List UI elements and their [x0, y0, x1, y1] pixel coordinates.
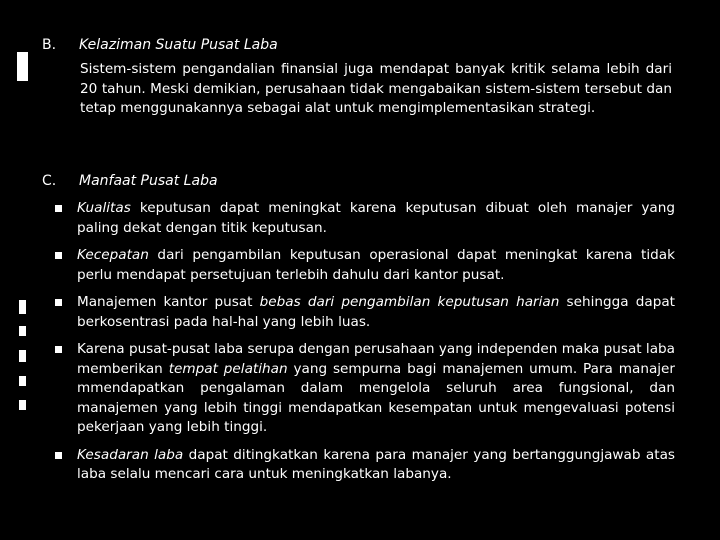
list-item	[55, 246, 675, 285]
decorative-bar-large	[17, 52, 28, 81]
decorative-bar-small	[19, 300, 26, 314]
section-b-title: Kelaziman Suatu Pusat Laba	[79, 37, 278, 53]
bullet-square-icon	[55, 452, 62, 459]
section-b-paragraph: Sistem-sistem pengandalian finansial juga mendapat banyak kritik selama lebih dari 20 tahun. Meski demikian, perusahaan tidak mengabaikan sistem-sistem tersebut dan tetap menggunakannya sebagai alat untuk mengimplementasikan strategi.	[80, 61, 672, 116]
list-item	[55, 199, 675, 238]
list-item	[55, 340, 675, 438]
bullet-text: Manajemen kantor pusat	[77, 294, 260, 310]
bullet-text: dari pengambilan keputusan operasional dapat meningkat karena tidak perlu mendapat persetujuan terlebih dahulu dari kantor pusat.	[77, 247, 675, 283]
bullet-square-icon	[55, 346, 62, 353]
bullet-emphasis: Kesadaran laba	[77, 446, 184, 463]
bullet-text: keputusan dapat meningkat karena keputusan dibuat oleh manajer yang paling dekat dengan titik keputusan.	[77, 200, 675, 236]
section-c-letter: C.	[42, 173, 57, 189]
bullet-emphasis: tempat pelatihan	[168, 360, 288, 377]
bullet-text: Karena pusat-pusat laba serupa dengan perusahaan yang independen maka pusat laba memberikan	[77, 341, 675, 377]
bullet-text: sehingga dapat berkosentrasi pada hal-hal yang lebih luas.	[77, 294, 675, 330]
decorative-bar-small	[19, 376, 26, 386]
benefits-list	[55, 199, 675, 493]
bullet-emphasis: Kecepatan	[77, 247, 149, 263]
list-item	[55, 293, 675, 332]
section-b-letter: B.	[42, 37, 57, 53]
list-item	[55, 446, 675, 485]
bullet-emphasis: Kualitas	[77, 200, 131, 216]
section-c-title: Manfaat Pusat Laba	[79, 173, 218, 189]
bullet-emphasis: bebas dari pengambilan keputusan harian	[259, 294, 560, 310]
bullet-text: dapat ditingkatkan karena para manajer yang bertanggungjawab atas laba selalu mencari cara untuk meningkatkan labanya.	[77, 446, 676, 482]
decorative-bar-small	[19, 350, 26, 362]
bullet-text: yang sempurna bagi manajemen umum. Para manajer mmendapatkan pengalaman dalam mengelola seluruh area fungsional, dan manajemen yang lebih tinggi mendapatkan kesempatan untuk mengevaluasi potensi pekerjaan yang lebih tinggi.	[77, 360, 676, 435]
decorative-bar-small	[19, 400, 26, 410]
bullet-square-icon	[55, 205, 62, 212]
bullet-square-icon	[55, 252, 62, 259]
decorative-bar-small	[19, 326, 26, 336]
bullet-square-icon	[55, 299, 62, 306]
